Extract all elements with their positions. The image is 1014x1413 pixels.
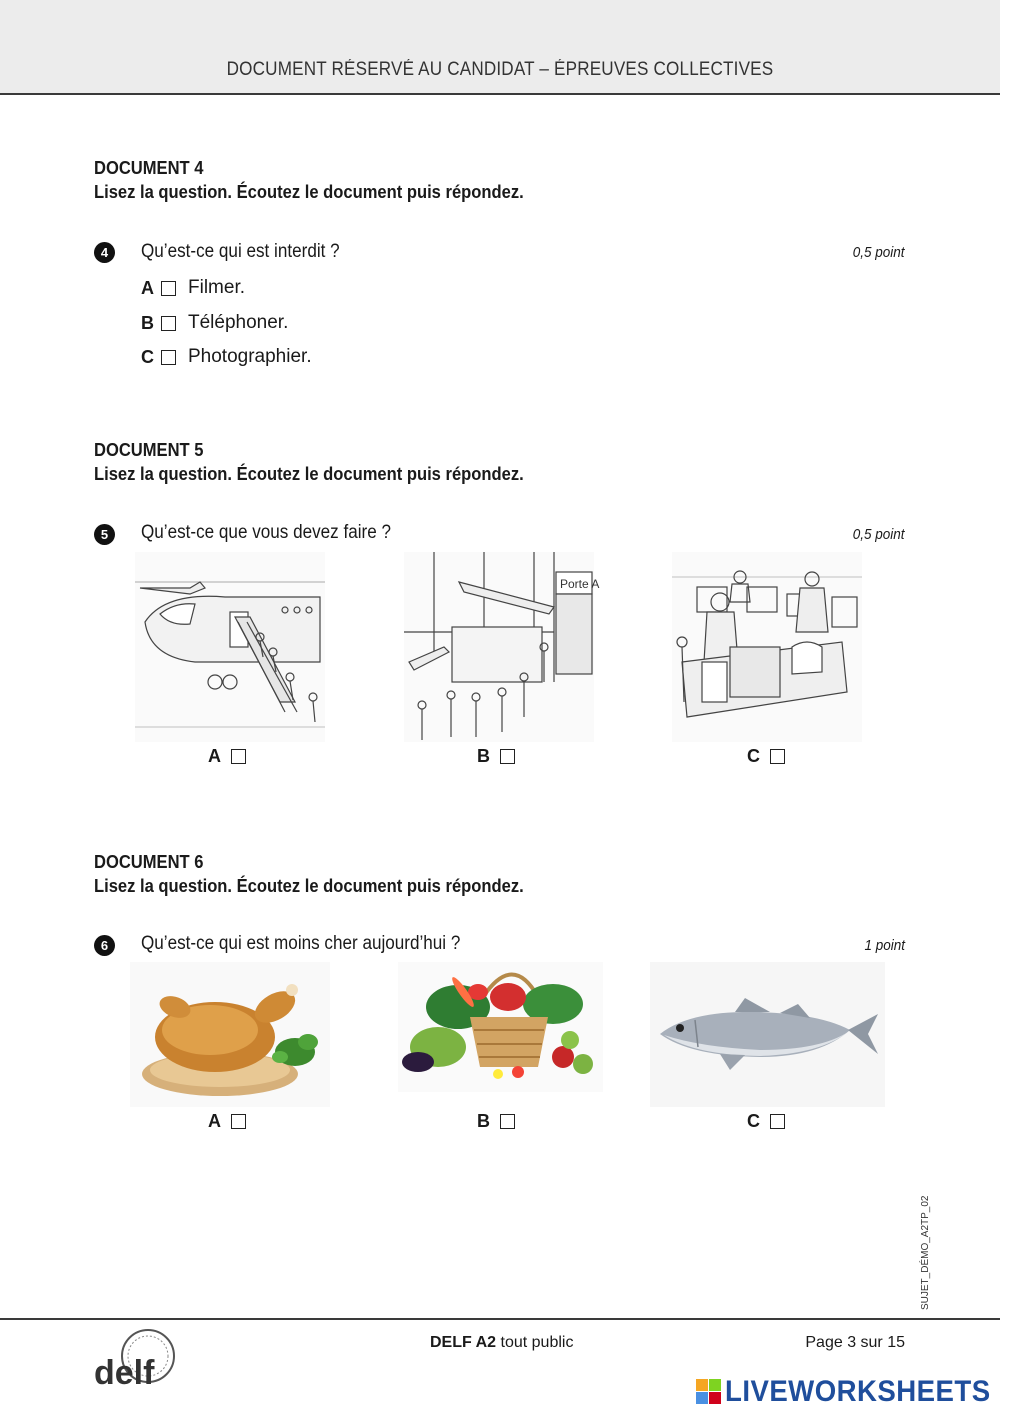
doc6-instruction: Lisez la question. Écoutez le document puis répondez. bbox=[94, 876, 524, 896]
question-number-4: 4 bbox=[94, 242, 115, 263]
choice-letter: B bbox=[477, 1111, 490, 1131]
footer-exam bbox=[430, 1334, 573, 1352]
q4-option-a bbox=[141, 277, 245, 299]
option-text: Filmer. bbox=[188, 277, 245, 298]
check-in-luggage-image bbox=[672, 552, 862, 742]
liveworksheets-text: LIVEWORKSHEETS bbox=[725, 1375, 991, 1408]
option-letter: C bbox=[141, 346, 154, 367]
q4-checkbox-c[interactable] bbox=[161, 350, 176, 365]
q5-choice-c bbox=[747, 746, 785, 767]
q5-choice-b bbox=[477, 746, 515, 767]
doc4-instruction: Lisez la question. Écoutez le document puis répondez. bbox=[94, 182, 524, 202]
question-4-points: 0,5 point bbox=[853, 244, 905, 261]
q4-option-c bbox=[141, 346, 312, 368]
choice-letter: C bbox=[747, 1111, 760, 1131]
q5-checkbox-c[interactable] bbox=[770, 749, 785, 764]
question-5-points: 0,5 point bbox=[853, 526, 905, 543]
q4-checkbox-b[interactable] bbox=[161, 316, 176, 331]
footer-exam-rest: tout public bbox=[496, 1334, 574, 1351]
question-4-text: Qu’est-ce qui est interdit ? bbox=[141, 241, 340, 262]
document-code: SUJET_DÉMO_A2TP_02 bbox=[920, 1195, 931, 1310]
liveworksheets-brand[interactable] bbox=[696, 1375, 1014, 1409]
option-letter: B bbox=[141, 312, 154, 333]
doc4-title: DOCUMENT 4 bbox=[94, 158, 204, 178]
option-text: Téléphoner. bbox=[188, 312, 289, 333]
vegetable-basket-image bbox=[398, 962, 603, 1092]
delf-logo-text: delf bbox=[94, 1354, 155, 1392]
page-number: Page 3 sur 15 bbox=[805, 1334, 905, 1351]
question-6-points: 1 point bbox=[864, 937, 905, 954]
gate-sign-text: Porte A bbox=[560, 577, 600, 591]
q5-choice-a bbox=[208, 746, 246, 767]
boarding-plane-stairs-image bbox=[135, 552, 325, 742]
q6-choice-b bbox=[477, 1111, 515, 1132]
option-letter: A bbox=[141, 277, 154, 298]
q6-choice-a bbox=[208, 1111, 246, 1132]
roast-chicken-image bbox=[130, 962, 330, 1107]
page-header bbox=[0, 0, 1000, 95]
fish-image bbox=[650, 962, 885, 1107]
choice-letter: B bbox=[477, 746, 490, 766]
header-title: DOCUMENT RÉSERVÉ AU CANDIDAT – ÉPREUVES COLLECTIVES bbox=[226, 59, 774, 80]
doc6-title: DOCUMENT 6 bbox=[94, 852, 204, 872]
q5-checkbox-a[interactable] bbox=[231, 749, 246, 764]
doc5-title: DOCUMENT 5 bbox=[94, 440, 204, 460]
choice-letter: C bbox=[747, 746, 760, 766]
footer-exam-bold: DELF A2 bbox=[430, 1334, 497, 1351]
q4-checkbox-a[interactable] bbox=[161, 281, 176, 296]
choice-letter: A bbox=[208, 746, 221, 766]
option-text: Photographier. bbox=[188, 346, 312, 367]
liveworksheets-icon bbox=[696, 1379, 722, 1405]
q6-checkbox-b[interactable] bbox=[500, 1114, 515, 1129]
q4-option-b bbox=[141, 312, 288, 334]
q6-choice-c bbox=[747, 1111, 785, 1132]
question-6-text: Qu’est-ce qui est moins cher aujourd’hui ? bbox=[141, 933, 461, 954]
choice-letter: A bbox=[208, 1111, 221, 1131]
q5-checkbox-b[interactable] bbox=[500, 749, 515, 764]
question-5-text: Qu’est-ce que vous devez faire ? bbox=[141, 522, 391, 543]
footer-divider bbox=[0, 1318, 1000, 1320]
question-number-6: 6 bbox=[94, 935, 115, 956]
q6-checkbox-c[interactable] bbox=[770, 1114, 785, 1129]
airport-gate-queue-image bbox=[404, 552, 600, 742]
q6-checkbox-a[interactable] bbox=[231, 1114, 246, 1129]
doc5-instruction: Lisez la question. Écoutez le document puis répondez. bbox=[94, 464, 524, 484]
delf-logo bbox=[92, 1326, 184, 1399]
question-number-5: 5 bbox=[94, 524, 115, 545]
